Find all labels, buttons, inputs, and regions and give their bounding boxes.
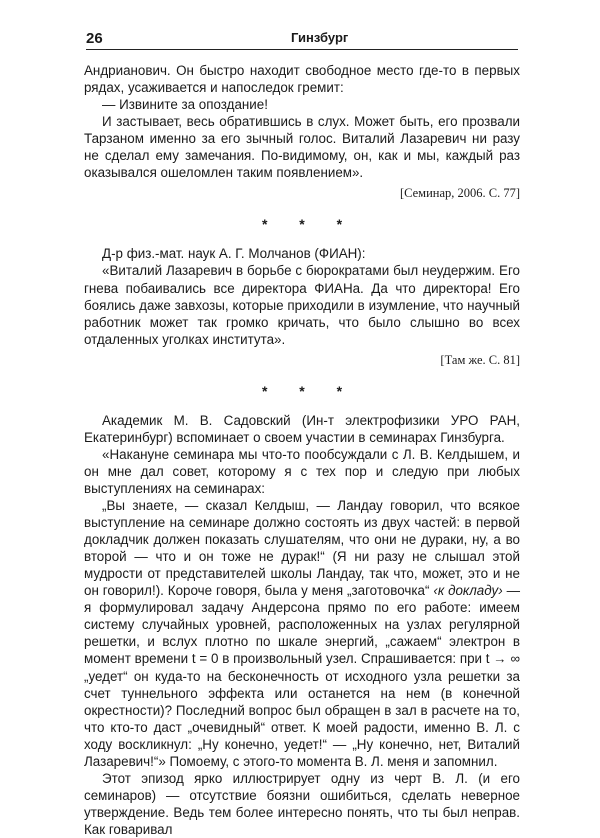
paragraph: [84, 497, 520, 770]
paragraph: «Накануне семинара мы что-то пообсуждали с Л. В. Келдышем, и он мне дал совет, которому я с тех пор и следую при любых выступлениях на семинарах:: [84, 446, 520, 496]
section-separator: * * *: [261, 216, 357, 233]
paragraph: — Извините за опоздание!: [102, 97, 268, 113]
page-header: [86, 30, 516, 48]
source-citation: [Семинар, 2006. С. 77]: [399, 186, 520, 201]
paragraph: Андрианович. Он быстро находит свободное место где-то в первых рядах, усаживается и напоследок гремит:: [84, 63, 520, 96]
paragraph: И застывает, весь обратившись в слух. Может быть, его прозвали Тарзаном именно за его зычный голос. Виталий Лазаревич ни разу не сделал ему замечания. По-видимому, он, как и мы, каждый раз оказывался ошеломлен таким появлением».: [84, 114, 520, 181]
running-head: Гинзбург: [291, 30, 349, 45]
section-separator: * * *: [261, 382, 357, 399]
body-text: [84, 62, 520, 838]
paragraph: Академик М. В. Садовский (Ин-т электрофизики УРО РАН, Екатеринбург) вспоминает о своем участии в семинарах Гинзбурга.: [84, 412, 520, 445]
paragraph: Этот эпизод ярко иллюстрирует одну из черт В. Л. (и его семинаров) — отсутствие боязни ошибиться, сделать неверное утверждение. Ведь тем более интересно понять, что ты был неправ. Как говаривал: [84, 770, 520, 837]
paragraph-part: „Вы знаете, — сказал Келдыш, — Ландау говорил, что всякое выступление на семинаре должно состоять из двух частей: в первой докладчик должен показать слушателям, что они не дураки, ну, а во второй — что и он тоже не дурак!“ (Я ни разу не слышал этой мудрости от представителей школы Ландау, так что, может, это и не он говорил!). Короче говоря, была у меня „заготовочка“: [84, 498, 520, 599]
editorial-insert: ‹к докладу›: [433, 583, 503, 599]
paragraph: «Виталий Лазаревич в борьбе с бюрократами был неудержим. Его гнева побаивались все директора ФИАНа. Да что директора! Его боялись даже завхозы, которые приходили в изумление, что научный работник может так громко кричать, что было слышно во всех отдаленных уголках института».: [84, 263, 520, 347]
paragraph-part: — я формулировал задачу Андерсона прямо по его работе: имеем систему случайных уровней, расположенных на узлах регулярной решетки, и вслух плотно по шкале энергий, „сажаем“ электрон в момент времени t = 0 в произвольный узел. Спрашивается: при t → ∞ „уедет“ он куда-то на бесконечность от исходного узла решетки за счет туннельного эффекта или останется на нем (в конечной окрестности)? Последний вопрос был обращен в зал в расчете на то, что кто-то даст „очевидный“ ответ. К моей радости, именно В. Л. с ходу воскликнул: „Ну конечно, уедет!“ — „Ну конечно, нет, Виталий Лазаревич!“» Помоему, с этого-то момента В. Л. меня и запомнил.: [84, 583, 520, 769]
page-number: 26: [86, 30, 103, 47]
source-citation: [Там же. С. 81]: [440, 352, 520, 367]
header-rule: [86, 49, 518, 50]
paragraph: Д-р физ.-мат. наук А. Г. Молчанов (ФИАН):: [102, 246, 366, 262]
